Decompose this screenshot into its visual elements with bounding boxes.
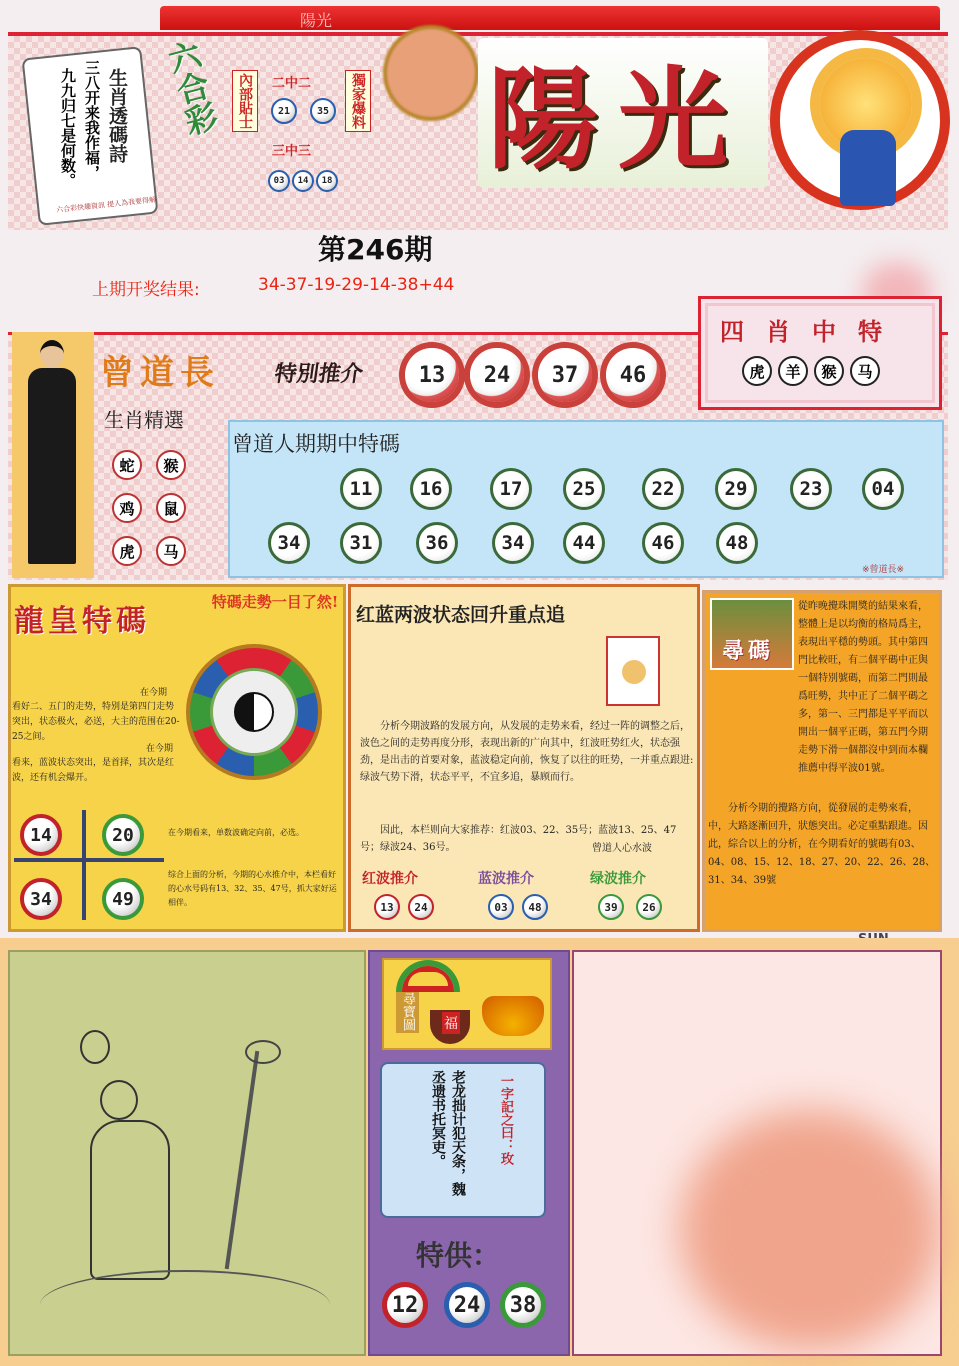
zodiac-pick: 蛇 [112,450,142,480]
te-label: 特供： [416,1239,501,1272]
xunbao-title: 尋寶圖 [396,990,419,1033]
wave-title: 红蓝两波状态回升重点追 [356,604,566,626]
sanzhong-label: 三中三 [272,144,312,159]
zodiac-pick: 鸡 [112,493,142,523]
grid-ball: 25 [563,468,605,510]
sixiao-item: 虎 [742,356,772,386]
te-ball: 38 [500,1282,546,1328]
dujia-label: 獨家爆料 [345,70,371,132]
grid-ball: 22 [642,468,684,510]
wave-ball: 48 [522,894,548,920]
wave-ball: 24 [408,894,434,920]
cross-divider-v [82,810,86,920]
grid-ball: 16 [410,468,452,510]
lh-ball: 34 [20,878,62,920]
lh-side2: 综合上面的分析，今期的心水推介中，本栏看好的心水号码有13、32、35、47号，抓大家好运相伴。 [168,870,337,907]
lh-p2-head: 在今期 [146,744,174,754]
red-wave-label: 红波推介 [362,871,418,887]
sixiao-title: 四肖中特 [720,317,904,346]
pick-title: 生肖精選 [104,408,184,432]
poem-line-1: 三八开来我作福， [83,60,101,180]
poem-title: 生肖透碼詩 [106,68,128,163]
er-ball-1: 21 [271,98,297,124]
wave-ball: 39 [598,894,624,920]
san-ball-2: 14 [292,170,314,192]
grid-ball: 11 [340,468,382,510]
issue-number: 第246期 [318,233,433,266]
sixiao-item: 羊 [778,356,808,386]
grid-ball: 48 [716,522,758,564]
lh-ball: 20 [102,814,144,856]
poem-line-2: 九九归七是何数。 [59,68,77,188]
wave-ball: 13 [374,894,400,920]
neibu-label: 內部貼士 [232,70,258,132]
green-wave-label: 绿波推介 [590,871,646,887]
xun-p2: 分析今期的攪路方向，從發展的走勢來看，中，大路逐漸回升，狀態突出。必定重點跟進。因此，綜合以上的分析，在今期看好的號碼有03、04、08、15、12、18、27、20、22、26、28、31、34、39號 [708,803,936,886]
lh-side1: 在今期看来，单数波确定向前，必选。 [168,828,304,837]
special-ball: 24 [470,348,524,402]
riddle-head: 一字記之曰：玫 [498,1074,513,1165]
brand-title: 陽光 [488,55,748,184]
lh-p2: 看来，蓝波状态突出，是首择，其次是红波，还有机会爆开。 [12,758,175,783]
xun-title: 尋碼 [722,638,775,664]
fu-label: 福 [442,1012,460,1034]
sixiao-item: 猴 [814,356,844,386]
zeng-name: 曾道長 [100,353,220,393]
er-ball-2: 35 [310,98,336,124]
grid-ball: 36 [416,522,458,564]
xun-p1: 從昨晚攪珠開獎的結果來看，整體上是以均衡的格局爲主，表現出平穩的勢頭。其中第四門比較旺，有二個平碼中正與一個特別號碼，而第二門則最爲旺勢，共中正了二個平碼之多，第一、三門都是平平而以開出一個平正碼，第五門今期走勢下滑一個都沒中到而本欄推薦中得平波01號。 [798,601,928,774]
special-ball: 37 [538,348,592,402]
mascot-body-icon [840,130,896,206]
liuhe-logo: 六合彩 [160,36,222,140]
lh-p1-head: 在今期 [140,688,168,698]
grid-ball: 46 [642,522,684,564]
gold-ingot-icon [482,996,544,1036]
wave-ball: 03 [488,894,514,920]
blur-circle [383,25,479,121]
sixiao-item: 马 [850,356,880,386]
zodiac-pick: 猴 [156,450,186,480]
top-tag: 陽光 [300,11,333,30]
last-result-label: 上期开奖结果: [92,280,200,300]
zodiac-pick: 鼠 [156,493,186,523]
grid-ball: 44 [563,522,605,564]
special-label: 特別推介 [272,361,365,387]
poem-note: 六合彩快趣資訊 提人為我要得解 [55,195,157,215]
special-ball: 13 [405,348,459,402]
grid-ball: 04 [862,468,904,510]
san-ball-1: 03 [268,170,290,192]
erzhong-label: 二中二 [272,76,312,91]
te-ball: 24 [444,1282,490,1328]
zodiac-pick: 虎 [112,536,142,566]
blue-wave-label: 蓝波推介 [478,871,534,887]
riddle-text: 老龙拙计犯天条，魏丞遗书托冥吏。 [430,1070,466,1196]
special-ball: 46 [606,348,660,402]
longhuang-slogan: 特碼走勢一目了然! [211,593,339,611]
grid-ball: 31 [340,522,382,564]
lh-ball: 14 [20,814,62,856]
zeng-figure-icon [24,340,80,570]
longhuang-title: 龍皇特碼 [14,604,150,639]
sage-figure-icon [40,1020,330,1340]
blur-blob [680,1110,940,1350]
wave-art-icon [606,636,660,706]
grid-ball: 34 [492,522,534,564]
bagua-wheel-icon [186,644,322,780]
wave-sign: 曾道人心水波 [592,843,652,854]
lh-p1: 看好二、五门的走势，特别是第四门走势突出，状态极火，必送，大主的范围在20-25之间。 [12,702,180,742]
lh-ball: 49 [102,878,144,920]
grid-ball: 29 [715,468,757,510]
grid-ball: 23 [790,468,832,510]
grid-ball: 34 [268,522,310,564]
grid-sign: ※曾道長※ [862,565,905,575]
san-ball-3: 18 [316,170,338,192]
wave-body: 分析今期波路的发展方向，从发展的走势来看，经过一阵的调整之后，波色之间的走势再度分形，表现出新的广向其中，红波旺势红火，状态强劲，是出击的首要对象，蓝波稳定向前，恢复了以往的旺势，一并重点跟进:绿波气势下滑，状态平平，不宜多追，暴顾而行。 [360,721,694,783]
zodiac-pick: 马 [156,536,186,566]
top-red-strip [160,6,940,30]
grid-ball: 17 [490,468,532,510]
te-ball: 12 [382,1282,428,1328]
grid-title: 曾道人期期中特碼 [232,432,400,456]
cross-divider [14,858,164,862]
last-result-value: 34-37-19-29-14-38+44 [258,275,455,295]
wave-ball: 26 [636,894,662,920]
wave-body2: 因此，本栏则向大家推荐：红波03、22、35号；蓝波13、25、47号；绿波24、36号。 [360,825,677,853]
